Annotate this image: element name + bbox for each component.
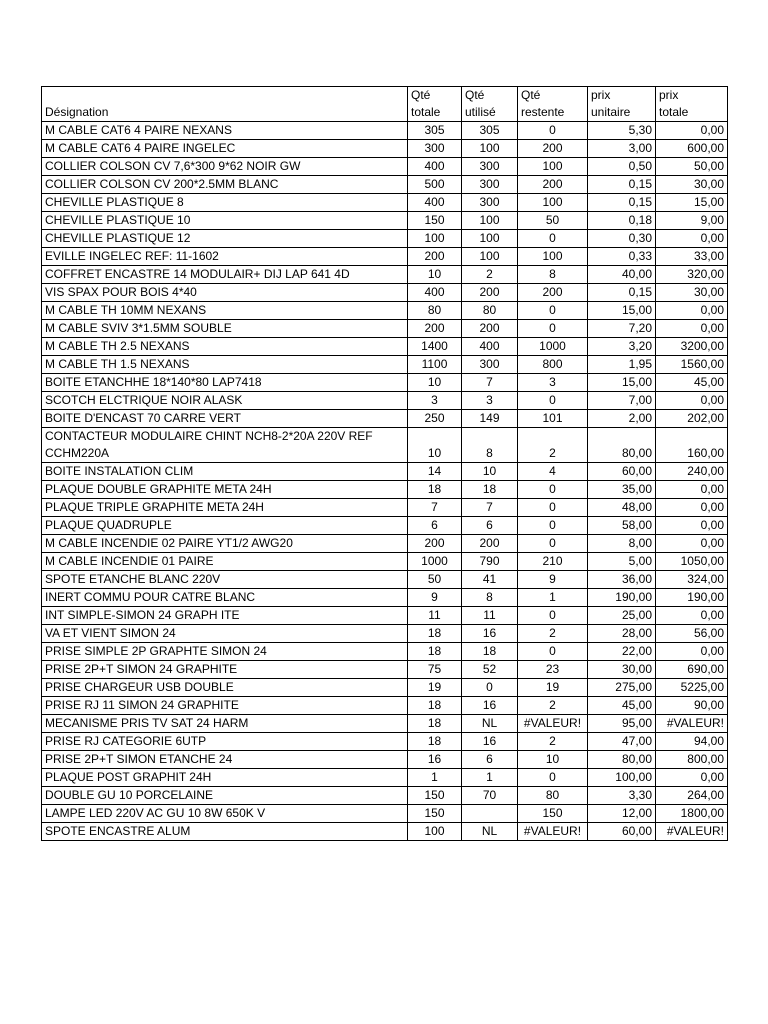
cell-qte-restente: 0 [518,535,588,553]
cell-designation: M CABLE SVIV 3*1.5MM SOUBLE [42,320,408,338]
cell-designation-line: CONTACTEUR MODULAIRE CHINT NCH8-2*20A 220V REF [45,429,373,443]
cell-designation: MECANISME PRIS TV SAT 24 HARM [42,715,408,733]
cell-prix-unitaire: 0,30 [588,230,656,248]
cell-qte-restente: 0 [518,517,588,535]
cell-qte-utilise: 10 [462,463,518,481]
cell-prix-totale: 30,00 [656,176,728,194]
cell-qte-utilise: 7 [462,499,518,517]
table-row [42,248,728,266]
cell-prix-totale: 0,00 [656,535,728,553]
table-row [42,697,728,715]
table-row [42,535,728,553]
cell-prix-unitaire: 5,00 [588,553,656,571]
cell-designation: EVILLE INGELEC REF: 11-1602 [42,248,408,266]
cell-prix-totale: 9,00 [656,212,728,230]
cell-prix-totale: 202,00 [656,410,728,428]
cell-qte-totale: 50 [408,571,462,589]
cell-designation: CHEVILLE PLASTIQUE 8 [42,194,408,212]
cell-qte-utilise: 8 [462,589,518,607]
cell-qte-restente: 50 [518,212,588,230]
table-row [42,463,728,481]
cell-prix-unitaire: 5,30 [588,122,656,140]
cell-designation: LAMPE LED 220V AC GU 10 8W 650K V [42,805,408,823]
header-prix-totale-line1: prix [659,88,679,102]
table-row [42,158,728,176]
cell-designation: PRISE RJ 11 SIMON 24 GRAPHITE [42,697,408,715]
header-qte-restente-line1: Qté [521,88,541,102]
cell-qte-utilise: 790 [462,553,518,571]
cell-qte-totale: 6 [408,517,462,535]
cell-qte-totale: 100 [408,230,462,248]
cell-qte-totale: 1400 [408,338,462,356]
table-row [42,284,728,302]
cell-designation: COFFRET ENCASTRE 14 MODULAIR+ DIJ LAP 641 4D [42,266,408,284]
cell-qte-utilise: 100 [462,230,518,248]
cell-designation: M CABLE INCENDIE 02 PAIRE YT1/2 AWG20 [42,535,408,553]
cell-designation: COLLIER COLSON CV 200*2.5MM BLANC [42,176,408,194]
cell-prix-unitaire: 80,00 [588,751,656,769]
table-row [42,733,728,751]
cell-prix-totale: 264,00 [656,787,728,805]
cell-qte-restente: 0 [518,302,588,320]
table-row [42,302,728,320]
cell-prix-unitaire: 60,00 [588,463,656,481]
table-row [42,571,728,589]
cell-designation: M CABLE CAT6 4 PAIRE INGELEC [42,140,408,158]
table-row [42,481,728,499]
cell-qte-totale: 18 [408,643,462,661]
cell-designation: PLAQUE TRIPLE GRAPHITE META 24H [42,499,408,517]
header-prix-totale [656,87,728,122]
cell-designation: PRISE CHARGEUR USB DOUBLE [42,679,408,697]
cell-designation: SPOTE ENCASTRE ALUM [42,823,408,841]
cell-prix-unitaire: 12,00 [588,805,656,823]
cell-prix-unitaire: 100,00 [588,769,656,787]
table-row [42,410,728,428]
cell-prix-totale: #VALEUR! [656,715,728,733]
cell-prix-unitaire: 36,00 [588,571,656,589]
cell-prix-unitaire: 0,15 [588,284,656,302]
cell-prix-unitaire: 3,30 [588,787,656,805]
cell-designation: PRISE RJ CATEGORIE 6UTP [42,733,408,751]
cell-designation: INT SIMPLE-SIMON 24 GRAPH ITE [42,607,408,625]
table-row [42,356,728,374]
cell-qte-utilise: 11 [462,607,518,625]
cell-prix-totale: 0,00 [656,643,728,661]
cell-designation: INERT COMMU POUR CATRE BLANC [42,589,408,607]
cell-prix-totale: #VALEUR! [656,823,728,841]
cell-designation [42,428,408,463]
cell-qte-restente: 210 [518,553,588,571]
table-row [42,643,728,661]
header-prix-unitaire [588,87,656,122]
table-row [42,212,728,230]
cell-qte-utilise: NL [462,715,518,733]
cell-prix-totale: 0,00 [656,769,728,787]
header-qte-totale [408,87,462,122]
cell-prix-unitaire: 22,00 [588,643,656,661]
cell-qte-totale: 1 [408,769,462,787]
cell-qte-restente: 100 [518,248,588,266]
cell-qte-restente: 4 [518,463,588,481]
cell-qte-restente: 80 [518,787,588,805]
cell-prix-unitaire: 25,00 [588,607,656,625]
cell-qte-totale: 400 [408,158,462,176]
cell-designation: PRISE 2P+T SIMON ETANCHE 24 [42,751,408,769]
cell-qte-totale: 7 [408,499,462,517]
cell-designation: M CABLE TH 10MM NEXANS [42,302,408,320]
cell-prix-unitaire: 3,20 [588,338,656,356]
cell-qte-totale: 400 [408,194,462,212]
table-row [42,589,728,607]
cell-prix-unitaire: 3,00 [588,140,656,158]
table-row [42,338,728,356]
cell-qte-restente: 800 [518,356,588,374]
cell-prix-unitaire: 0,15 [588,176,656,194]
cell-qte-restente: 101 [518,410,588,428]
header-qte-utilise-line2: utilisé [465,105,496,119]
cell-qte-utilise: 8 [462,428,518,463]
cell-qte-restente: 8 [518,266,588,284]
cell-prix-totale: 324,00 [656,571,728,589]
cell-prix-unitaire: 8,00 [588,535,656,553]
cell-qte-utilise: 80 [462,302,518,320]
cell-prix-totale: 45,00 [656,374,728,392]
cell-designation: PRISE SIMPLE 2P GRAPHTE SIMON 24 [42,643,408,661]
header-prix-unitaire-line2: unitaire [591,105,631,119]
cell-prix-totale: 160,00 [656,428,728,463]
cell-designation: PLAQUE QUADRUPLE [42,517,408,535]
cell-prix-unitaire: 190,00 [588,589,656,607]
cell-qte-totale: 150 [408,805,462,823]
cell-prix-unitaire: 58,00 [588,517,656,535]
cell-qte-restente: 0 [518,643,588,661]
cell-qte-totale: 18 [408,625,462,643]
cell-qte-restente: 1000 [518,338,588,356]
cell-designation: DOUBLE GU 10 PORCELAINE [42,787,408,805]
cell-qte-totale: 400 [408,284,462,302]
cell-qte-restente: 150 [518,805,588,823]
cell-qte-restente: 2 [518,428,588,463]
cell-prix-unitaire: 0,33 [588,248,656,266]
cell-qte-utilise: 16 [462,733,518,751]
cell-qte-totale: 18 [408,697,462,715]
cell-qte-utilise: 200 [462,320,518,338]
header-designation-label: Désignation [45,105,109,119]
table-row [42,715,728,733]
cell-qte-restente: 0 [518,769,588,787]
cell-qte-utilise: 400 [462,338,518,356]
cell-designation-line: CCHM220A [45,446,110,460]
cell-designation: BOITE INSTALATION CLIM [42,463,408,481]
table-row [42,805,728,823]
cell-qte-restente: 0 [518,122,588,140]
cell-qte-totale: 19 [408,679,462,697]
cell-qte-utilise: 300 [462,176,518,194]
cell-prix-unitaire: 47,00 [588,733,656,751]
cell-qte-utilise: 18 [462,643,518,661]
cell-qte-utilise: 18 [462,481,518,499]
cell-prix-unitaire: 7,20 [588,320,656,338]
cell-qte-totale: 14 [408,463,462,481]
cell-designation: BOITE D'ENCAST 70 CARRE VERT [42,410,408,428]
cell-qte-restente: 2 [518,625,588,643]
cell-qte-totale: 500 [408,176,462,194]
cell-qte-totale: 150 [408,787,462,805]
header-qte-restente-line2: restente [521,105,565,119]
cell-qte-totale: 200 [408,248,462,266]
cell-qte-utilise: 2 [462,266,518,284]
header-qte-utilise-line1: Qté [465,88,485,102]
cell-qte-restente: 10 [518,751,588,769]
cell-prix-totale: 0,00 [656,517,728,535]
cell-qte-restente: #VALEUR! [518,715,588,733]
cell-designation: M CABLE TH 2.5 NEXANS [42,338,408,356]
table-row [42,553,728,571]
cell-designation: BOITE ETANCHHE 18*140*80 LAP7418 [42,374,408,392]
cell-qte-totale: 9 [408,589,462,607]
cell-designation: COLLIER COLSON CV 7,6*300 9*62 NOIR GW [42,158,408,176]
cell-qte-utilise: 41 [462,571,518,589]
cell-qte-restente: 200 [518,176,588,194]
cell-prix-unitaire: 28,00 [588,625,656,643]
cell-qte-restente: 9 [518,571,588,589]
cell-prix-unitaire: 7,00 [588,392,656,410]
cell-qte-totale: 10 [408,266,462,284]
cell-qte-totale: 16 [408,751,462,769]
cell-qte-totale: 80 [408,302,462,320]
cell-qte-totale: 18 [408,481,462,499]
cell-qte-utilise: 70 [462,787,518,805]
cell-prix-unitaire: 0,18 [588,212,656,230]
table-row [42,428,728,463]
cell-qte-restente: 0 [518,230,588,248]
cell-prix-totale: 15,00 [656,194,728,212]
cell-qte-utilise: 200 [462,284,518,302]
cell-prix-totale: 1050,00 [656,553,728,571]
cell-prix-unitaire: 1,95 [588,356,656,374]
cell-designation: CHEVILLE PLASTIQUE 12 [42,230,408,248]
cell-qte-totale: 3 [408,392,462,410]
cell-prix-unitaire: 60,00 [588,823,656,841]
inventory-table [41,86,728,841]
cell-qte-utilise: 3 [462,392,518,410]
table-row [42,194,728,212]
table-row [42,499,728,517]
header-designation [42,87,408,122]
cell-qte-utilise [462,805,518,823]
cell-prix-totale: 33,00 [656,248,728,266]
cell-qte-totale: 1100 [408,356,462,374]
cell-designation: CHEVILLE PLASTIQUE 10 [42,212,408,230]
cell-qte-restente: 0 [518,392,588,410]
table-row [42,140,728,158]
header-qte-restente [518,87,588,122]
cell-prix-totale: 1800,00 [656,805,728,823]
cell-qte-restente: 23 [518,661,588,679]
cell-qte-restente: 0 [518,499,588,517]
cell-qte-utilise: 149 [462,410,518,428]
cell-prix-unitaire: 35,00 [588,481,656,499]
cell-qte-utilise: 100 [462,248,518,266]
cell-designation: M CABLE INCENDIE 01 PAIRE [42,553,408,571]
table-row [42,122,728,140]
cell-qte-restente: 1 [518,589,588,607]
cell-qte-utilise: 100 [462,212,518,230]
cell-prix-unitaire: 0,50 [588,158,656,176]
header-prix-totale-line2: totale [659,105,689,119]
cell-qte-utilise: 7 [462,374,518,392]
table-row [42,374,728,392]
cell-prix-totale: 56,00 [656,625,728,643]
cell-qte-restente: 19 [518,679,588,697]
cell-prix-totale: 600,00 [656,140,728,158]
cell-qte-totale: 1000 [408,553,462,571]
cell-prix-totale: 90,00 [656,697,728,715]
cell-prix-unitaire: 48,00 [588,499,656,517]
header-qte-totale-line1: Qté [411,88,431,102]
cell-prix-totale: 800,00 [656,751,728,769]
cell-designation: M CABLE TH 1.5 NEXANS [42,356,408,374]
table-body [42,122,728,841]
table-row [42,517,728,535]
cell-prix-totale: 240,00 [656,463,728,481]
cell-prix-totale: 0,00 [656,122,728,140]
cell-qte-totale: 10 [408,374,462,392]
cell-qte-restente: 200 [518,284,588,302]
cell-qte-utilise: 6 [462,751,518,769]
cell-designation: VA ET VIENT SIMON 24 [42,625,408,643]
cell-prix-unitaire: 40,00 [588,266,656,284]
cell-qte-totale: 300 [408,140,462,158]
cell-qte-utilise: 200 [462,535,518,553]
cell-prix-totale: 30,00 [656,284,728,302]
cell-qte-utilise: 300 [462,356,518,374]
cell-prix-unitaire: 275,00 [588,679,656,697]
cell-designation: PLAQUE DOUBLE GRAPHITE META 24H [42,481,408,499]
header-prix-unitaire-line1: prix [591,88,611,102]
table-row [42,320,728,338]
cell-qte-utilise: 300 [462,158,518,176]
cell-prix-unitaire: 45,00 [588,697,656,715]
cell-prix-totale: 0,00 [656,302,728,320]
cell-qte-totale: 18 [408,715,462,733]
cell-qte-totale: 250 [408,410,462,428]
cell-designation: PRISE 2P+T SIMON 24 GRAPHITE [42,661,408,679]
cell-qte-restente: 0 [518,481,588,499]
cell-prix-unitaire: 30,00 [588,661,656,679]
cell-qte-utilise: 1 [462,769,518,787]
cell-qte-totale: 18 [408,733,462,751]
table-row [42,230,728,248]
cell-qte-totale: 305 [408,122,462,140]
cell-qte-totale: 11 [408,607,462,625]
table-row [42,266,728,284]
cell-designation: PLAQUE POST GRAPHIT 24H [42,769,408,787]
cell-prix-totale: 0,00 [656,607,728,625]
cell-prix-totale: 0,00 [656,230,728,248]
cell-qte-totale: 200 [408,320,462,338]
cell-prix-totale: 5225,00 [656,679,728,697]
cell-qte-totale: 10 [408,428,462,463]
cell-prix-totale: 1560,00 [656,356,728,374]
cell-designation: M CABLE CAT6 4 PAIRE NEXANS [42,122,408,140]
cell-qte-totale: 200 [408,535,462,553]
table-row [42,176,728,194]
cell-qte-restente: 200 [518,140,588,158]
cell-prix-unitaire: 0,15 [588,194,656,212]
cell-qte-restente: #VALEUR! [518,823,588,841]
cell-qte-utilise: 52 [462,661,518,679]
cell-qte-restente: 0 [518,607,588,625]
cell-qte-utilise: 6 [462,517,518,535]
cell-prix-unitaire: 2,00 [588,410,656,428]
cell-qte-utilise: 100 [462,140,518,158]
cell-qte-totale: 100 [408,823,462,841]
cell-qte-utilise: 305 [462,122,518,140]
cell-qte-totale: 75 [408,661,462,679]
cell-prix-unitaire: 80,00 [588,428,656,463]
cell-prix-totale: 94,00 [656,733,728,751]
cell-designation: SPOTE ETANCHE BLANC 220V [42,571,408,589]
cell-qte-utilise: 0 [462,679,518,697]
cell-qte-restente: 3 [518,374,588,392]
cell-prix-totale: 0,00 [656,320,728,338]
cell-qte-restente: 0 [518,320,588,338]
cell-designation: VIS SPAX POUR BOIS 4*40 [42,284,408,302]
cell-qte-utilise: 16 [462,625,518,643]
cell-qte-utilise: 300 [462,194,518,212]
table-row [42,625,728,643]
cell-prix-totale: 190,00 [656,589,728,607]
table-row [42,679,728,697]
cell-qte-utilise: 16 [462,697,518,715]
header-qte-totale-line2: totale [411,105,441,119]
cell-prix-totale: 50,00 [656,158,728,176]
cell-prix-totale: 0,00 [656,481,728,499]
cell-prix-totale: 690,00 [656,661,728,679]
cell-prix-totale: 0,00 [656,392,728,410]
cell-qte-utilise: NL [462,823,518,841]
table-row [42,607,728,625]
cell-qte-restente: 100 [518,194,588,212]
table-row [42,661,728,679]
table-row [42,823,728,841]
cell-prix-unitaire: 15,00 [588,374,656,392]
table-header-row [42,87,728,122]
cell-qte-restente: 100 [518,158,588,176]
table-row [42,769,728,787]
table-row [42,392,728,410]
cell-qte-totale: 150 [408,212,462,230]
cell-prix-unitaire: 15,00 [588,302,656,320]
cell-prix-totale: 320,00 [656,266,728,284]
cell-prix-unitaire: 95,00 [588,715,656,733]
header-qte-utilise [462,87,518,122]
table-row [42,787,728,805]
cell-qte-restente: 2 [518,697,588,715]
cell-designation: SCOTCH ELCTRIQUE NOIR ALASK [42,392,408,410]
cell-prix-totale: 3200,00 [656,338,728,356]
table-row [42,751,728,769]
cell-qte-restente: 2 [518,733,588,751]
cell-prix-totale: 0,00 [656,499,728,517]
